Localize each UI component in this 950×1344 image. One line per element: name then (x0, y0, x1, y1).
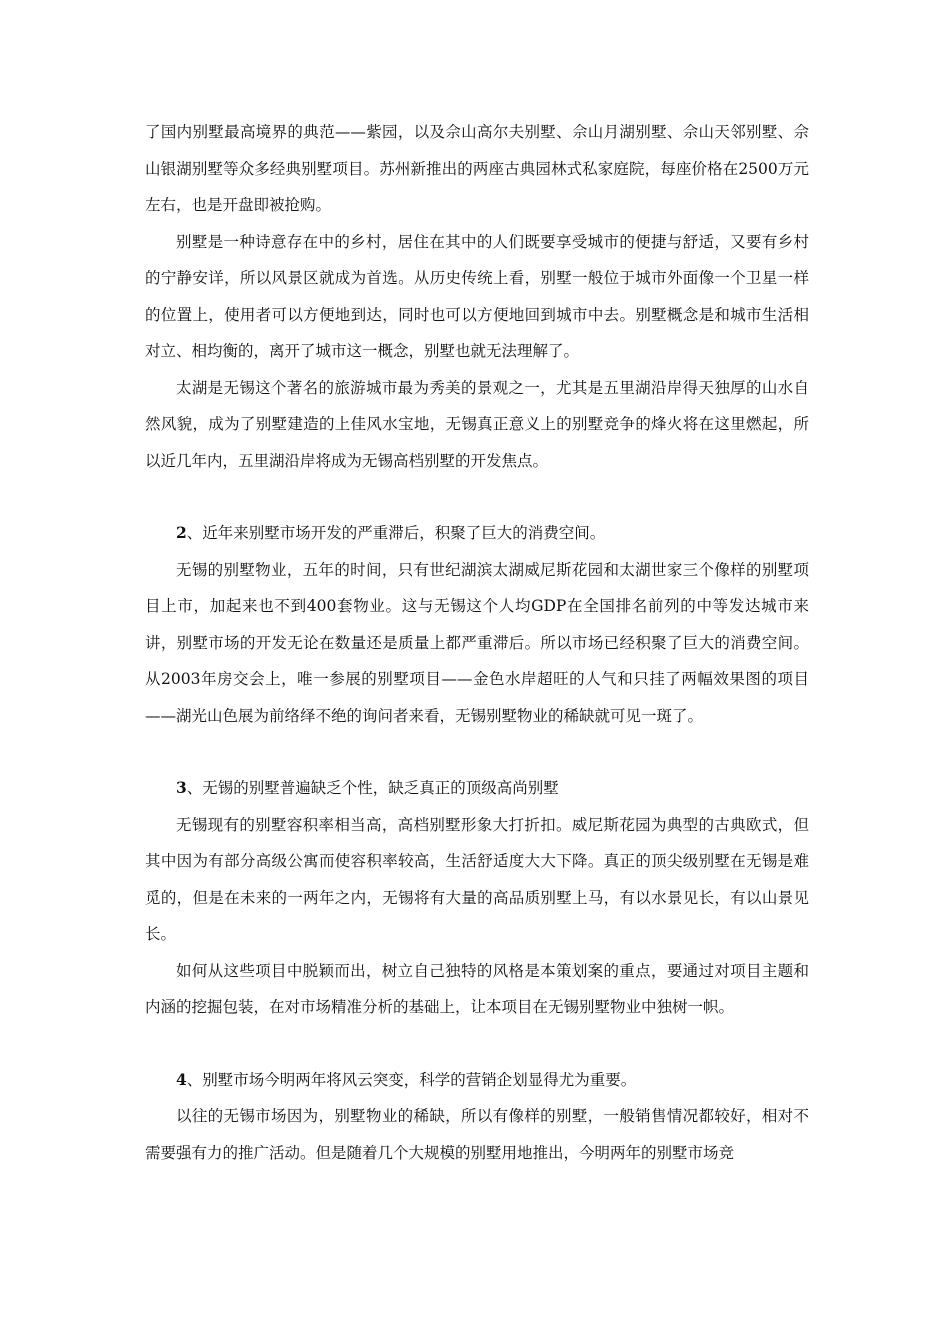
section-heading-text: 、无锡的别墅普遍缺乏个性，缺乏真正的顶级高尚别墅 (186, 779, 559, 797)
section-spacer (145, 1026, 809, 1062)
section-number: 3 (176, 778, 187, 797)
paragraph-taihu-lake: 太湖是无锡这个著名的旅游城市最为秀美的景观之一，尤其是五里湖沿岸得天独厚的山水自然风貌，成为了别墅建造的上佳风水宝地，无锡真正意义上的别墅竞争的烽火将在这里燃起，所以近几年内，五里湖沿岸将成为无锡高档别墅的开发焦点。 (145, 378, 809, 470)
paragraph-positioning: 如何从这些项目中脱颖而出，树立自己独特的风格是本策划案的重点，要通过对项目主题和内涵的挖掘包装，在对市场精准分析的基础上，让本项目在无锡别墅物业中独树一帜。 (145, 961, 809, 1016)
section-heading-text: 、别墅市场今明两年将风云突变，科学的营销企划显得尤为重要。 (186, 1070, 637, 1089)
section-spacer (145, 734, 809, 770)
section-number: 4 (176, 1069, 187, 1089)
paragraph-marketing: 以往的无锡市场因为，别墅物业的稀缺，所以有像样的别墅，一般销售情况都较好，相对不需要强有力的推广活动。但是随着几个大规模的别墅用地推出，今明两年的别墅市场竞 (145, 1107, 809, 1162)
paragraph-plot-ratio: 无锡现有的别墅容积率相当高，高档别墅形象大打折扣。威尼斯花园为典型的古典欧式，但其中因为有部分高级公寓而使容积率较高，生活舒适度大大下降。真正的顶尖级别墅在无锡是难觅的，但是在未来的一两年之内，无锡将有大量的高品质别墅上马，有以水景见长，有以山景见长。 (145, 815, 809, 943)
section-number: 2 (176, 523, 187, 542)
document-body (145, 114, 809, 1171)
section-heading-4 (145, 1062, 809, 1099)
paragraph-villa-concept: 别墅是一种诗意存在中的乡村，居住在其中的人们既要享受城市的便捷与舒适，又要有乡村的宁静安详，所以风景区就成为首选。从历史传统上看，别墅一般位于城市外面像一个卫星一样的位置上，使用者可以方便地到达，同时也可以方便地回到城市中去。别墅概念是和城市生活相对立、相均衡的，离开了城市这一概念，别墅也就无法理解了。 (145, 232, 809, 360)
section-spacer (145, 479, 809, 515)
paragraph-shanghai-villas: 了国内别墅最高境界的典范——紫园，以及佘山高尔夫别墅、佘山月湖别墅、佘山天邻别墅、佘山银湖别墅等众多经典别墅项目。苏州新推出的两座古典园林式私家庭院，每座价格在2500万元左右，也是开盘即被抢购。 (145, 123, 809, 214)
section-heading-3 (145, 770, 809, 807)
section-heading-2 (145, 515, 809, 552)
section-heading-text: 、近年来别墅市场开发的严重滞后，积聚了巨大的消费空间。 (186, 524, 606, 542)
paragraph-market-lag: 无锡的别墅物业，五年的时间，只有世纪湖滨太湖威尼斯花园和太湖世家三个像样的别墅项目上市，加起来也不到400套物业。这与无锡这个人均GDP在全国排名前列的中等发达城市来讲，别墅市场的开发无论在数量还是质量上都严重滞后。所以市场已经积聚了巨大的消费空间。从2003年房交会上，唯一参展的别墅项目——金色水岸超旺的人气和只挂了两幅效果图的项目——湖光山色展为前络绎不绝的询问者来看，无锡别墅物业的稀缺就可见一斑了。 (145, 560, 809, 725)
